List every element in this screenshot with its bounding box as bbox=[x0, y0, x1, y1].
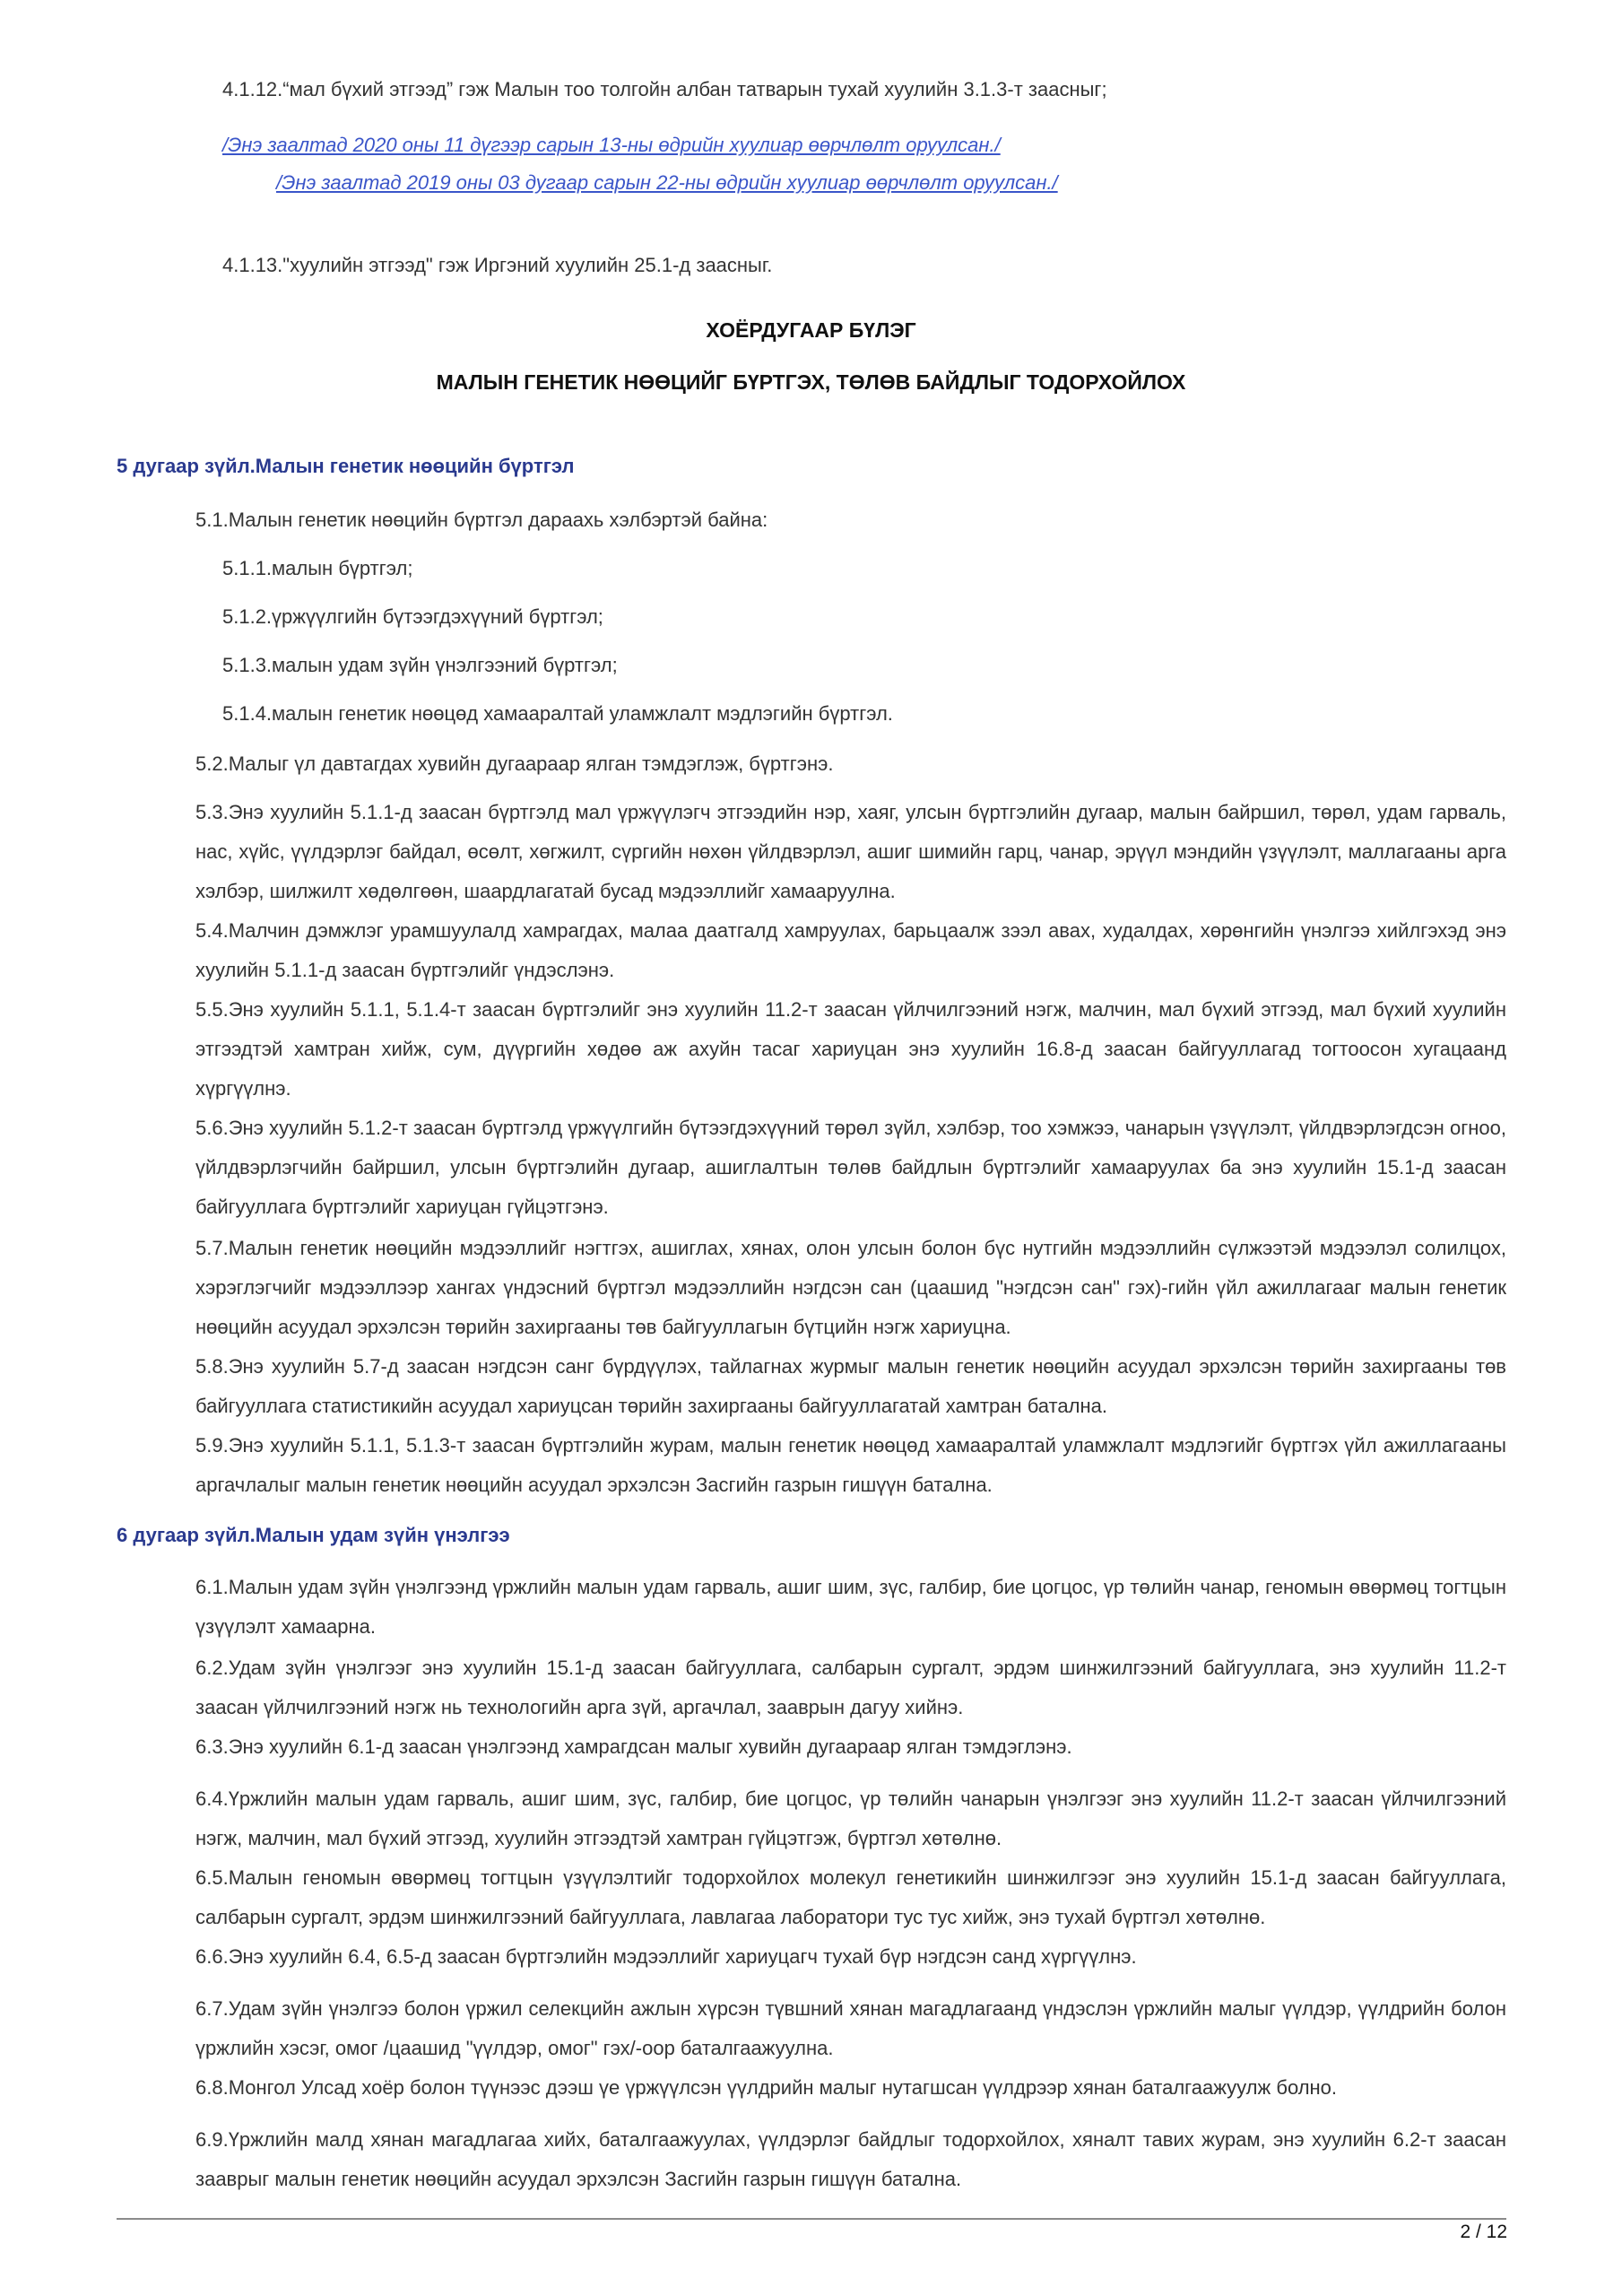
clause-5-1-4: 5.1.4.малын генетик нөөцөд хамааралтай уламжлалт мэдлэгийн бүртгэл. bbox=[222, 702, 893, 725]
clause-4-1-13: 4.1.13."хуулийн этгээд" гэж Иргэний хуулийн 25.1-д заасныг. bbox=[222, 254, 773, 276]
clause-5-5: 5.5.Энэ хуулийн 5.1.1, 5.1.4-т заасан бүртгэлийг энэ хуулийн 11.2-т заасан үйлчилгээний нэгж, малчин, мал бүхий этгээд, мал бүхий хуулийн этгээдтэй хамтран хийж, сум, дүүргийн хөдөө аж ахуйн тасаг хариуцан энэ хуулийн 16.8-д заасан байгууллагад тогтоосон хугацаанд хүргүүлнэ. bbox=[195, 998, 1506, 1100]
clause-6-2: 6.2.Удам зүйн үнэлгээг энэ хуулийн 15.1-д заасан байгууллага, салбарын сургалт, эрдэм шинжилгээний байгууллага, энэ хуулийн 11.2-т заасан үйлчилгээний нэгж нь технологийн арга зүй, аргачлал, зааврын дагуу хийнэ. bbox=[195, 1657, 1506, 1718]
chapter-title: МАЛЫН ГЕНЕТИК НӨӨЦИЙГ БҮРТГЭХ, ТӨЛӨВ БАЙДЛЫГ ТОДОРХОЙЛОХ bbox=[436, 370, 1186, 394]
footer-divider bbox=[117, 2218, 1506, 2220]
clause-5-1-2: 5.1.2.үржүүлгийн бүтээгдэхүүний бүртгэл; bbox=[222, 605, 603, 628]
clause-6-3: 6.3.Энэ хуулийн 6.1-д заасан үнэлгээнд хамрагдсан малыг хувийн дугаараар ялган тэмдэглэнэ. bbox=[195, 1735, 1072, 1758]
clause-6-4: 6.4.Үржлийн малын удам гарваль, ашиг шим, зүс, галбир, бие цогцос, үр төлийн чанарын үнэлгээг энэ хуулийн 11.2-т заасан үйлчилгээний нэгж, малчин, мал бүхий этгээд, хуулийн этгээдтэй хамтран гүйцэтгэж, бүртгэл хөтөлнө. bbox=[195, 1787, 1506, 1849]
clause-6-6: 6.6.Энэ хуулийн 6.4, 6.5-д заасан бүртгэлийн мэдээллийг хариуцагч тухай бүр нэгдсэн санд хүргүүлнэ. bbox=[195, 1945, 1137, 1968]
clause-6-1: 6.1.Малын удам зүйн үнэлгээнд үржлийн малын удам гарваль, ашиг шим, зүс, галбир, бие цогцос, үр төлийн чанар, геномын өвөрмөц тогтцын үзүүлэлт хамаарна. bbox=[195, 1576, 1506, 1638]
clause-6-7: 6.7.Удам зүйн үнэлгээ болон үржил селекцийн ажлын хүрсэн түвшний хянан магадлагаанд үндэслэн үржлийн малыг үүлдэр, үүлдрийн болон үржлийн хэсэг, омог /цаашид "үүлдэр, омог" гэх/-оор баталгаажуулна. bbox=[195, 1997, 1506, 2059]
article-6-heading: 6 дугаар зүйл.Малын удам зүйн үнэлгээ bbox=[117, 1524, 510, 1546]
chapter-number: ХОЁРДУГААР БҮЛЭГ bbox=[706, 318, 916, 342]
article-5-heading: 5 дугаар зүйл.Малын генетик нөөцийн бүртгэл bbox=[117, 455, 575, 477]
amendment-link-2020[interactable]: /Энэ заалтад 2020 оны 11 дүгээр сарын 13-ны өдрийн хуулиар өөрчлөлт оруулсан./ bbox=[222, 134, 1001, 156]
clause-5-8: 5.8.Энэ хуулийн 5.7-д заасан нэгдсэн санг бүрдүүлэх, тайлагнах журмыг малын генетик нөөцийн асуудал эрхэлсэн төрийн захиргааны төв байгууллага статистикийн асуудал хариуцсан төрийн захиргааны байгууллагатай хамтран батална. bbox=[195, 1355, 1506, 1417]
clause-5-4: 5.4.Малчин дэмжлэг урамшуулалд хамрагдах, малаа даатгалд хамруулах, барьцаалж зээл авах, худалдах, хөрөнгийн үнэлгээ хийлгэхэд энэ хуулийн 5.1.1-д заасан бүртгэлийг үндэслэнэ. bbox=[195, 919, 1506, 981]
clause-5-6: 5.6.Энэ хуулийн 5.1.2-т заасан бүртгэлд үржүүлгийн бүтээгдэхүүний төрөл зүйл, хэлбэр, тоо хэмжээ, чанарын үзүүлэлт, үйлдвэрлэгдсэн огноо, үйлдвэрлэгчийн байршил, улсын бүртгэлийн дугаар, ашиглалтын төлөв байдлын бүртгэлийг хамааруулах ба энэ хуулийн 15.1-д заасан байгууллага бүртгэлийг хариуцан гүйцэтгэнэ. bbox=[195, 1117, 1506, 1218]
clause-5-1-1: 5.1.1.малын бүртгэл; bbox=[222, 557, 413, 579]
clause-6-8: 6.8.Монгол Улсад хоёр болон түүнээс дээш үе үржүүлсэн үүлдрийн малыг нутагшсан үүлдрээр хянан баталгаажуулж болно. bbox=[195, 2076, 1338, 2099]
amendment-link-2019[interactable]: /Энэ заалтад 2019 оны 03 дугаар сарын 22-ны өдрийн хуулиар өөрчлөлт оруулсан./ bbox=[276, 171, 1058, 194]
clause-5-3: 5.3.Энэ хуулийн 5.1.1-д заасан бүртгэлд мал үржүүлэгч этгээдийн нэр, хаяг, улсын бүртгэлийн дугаар, малын байршил, төрөл, удам гарваль, нас, хүйс, үүлдэрлэг байдал, өсөлт, хөгжилт, сүргийн нөхөн үйлдвэрлэл, ашиг шимийн гарц, чанар, эрүүл мэндийн үзүүлэлт, маллагааны арга хэлбэр, шилжилт хөдөлгөөн, шаардлагатай бусад мэдээллийг хамааруулна. bbox=[195, 801, 1506, 902]
clause-6-9: 6.9.Үржлийн малд хянан магадлагаа хийх, баталгаажуулах, үүлдэрлэг байдлыг тодорхойлох, хяналт тавих журам, энэ хуулийн 6.2-т заасан зааврыг малын генетик нөөцийн асуудал эрхэлсэн Засгийн газрын гишүүн батална. bbox=[195, 2128, 1506, 2190]
page-number: 2 / 12 bbox=[1460, 2222, 1507, 2242]
clause-6-5: 6.5.Малын геномын өвөрмөц тогтцын үзүүлэлтийг тодорхойлох молекул генетикийн шинжилгээг энэ хуулийн 15.1-д заасан байгууллага, салбарын сургалт, эрдэм шинжилгээний байгууллага, лавлагаа лаборатори тус тус хийж, энэ тухай бүртгэл хөтөлнө. bbox=[195, 1866, 1506, 1928]
clause-5-1-3: 5.1.3.малын удам зүйн үнэлгээний бүртгэл; bbox=[222, 654, 618, 676]
clause-5-1: 5.1.Малын генетик нөөцийн бүртгэл дараахь хэлбэртэй байна: bbox=[195, 509, 768, 531]
clause-5-2: 5.2.Малыг үл давтагдах хувийн дугаараар ялган тэмдэглэж, бүртгэнэ. bbox=[195, 752, 834, 775]
clause-5-9: 5.9.Энэ хуулийн 5.1.1, 5.1.3-т заасан бүртгэлийн журам, малын генетик нөөцөд хамааралтай уламжлалт мэдлэгийг бүртгэх үйл ажиллагааны аргачлалыг малын генетик нөөцийн асуудал эрхэлсэн Засгийн газрын гишүүн батална. bbox=[195, 1434, 1506, 1496]
clause-5-7: 5.7.Малын генетик нөөцийн мэдээллийг нэгтгэх, ашиглах, хянах, олон улсын болон бүс нутгийн мэдээллийн сүлжээтэй мэдээлэл солилцох, хэрэглэгчийг мэдээллээр хангах үндэсний бүртгэл мэдээллийн нэгдсэн сан (цаашид "нэгдсэн сан" гэх)-гийн үйл ажиллагааг малын генетик нөөцийн асуудал эрхэлсэн төрийн захиргааны төв байгууллагын бүтцийн нэгж хариуцна. bbox=[195, 1237, 1506, 1338]
clause-4-1-12: 4.1.12.“мал бүхий этгээд” гэж Малын тоо толгойн албан татварын тухай хуулийн 3.1.3-т заасныг; bbox=[222, 78, 1107, 100]
